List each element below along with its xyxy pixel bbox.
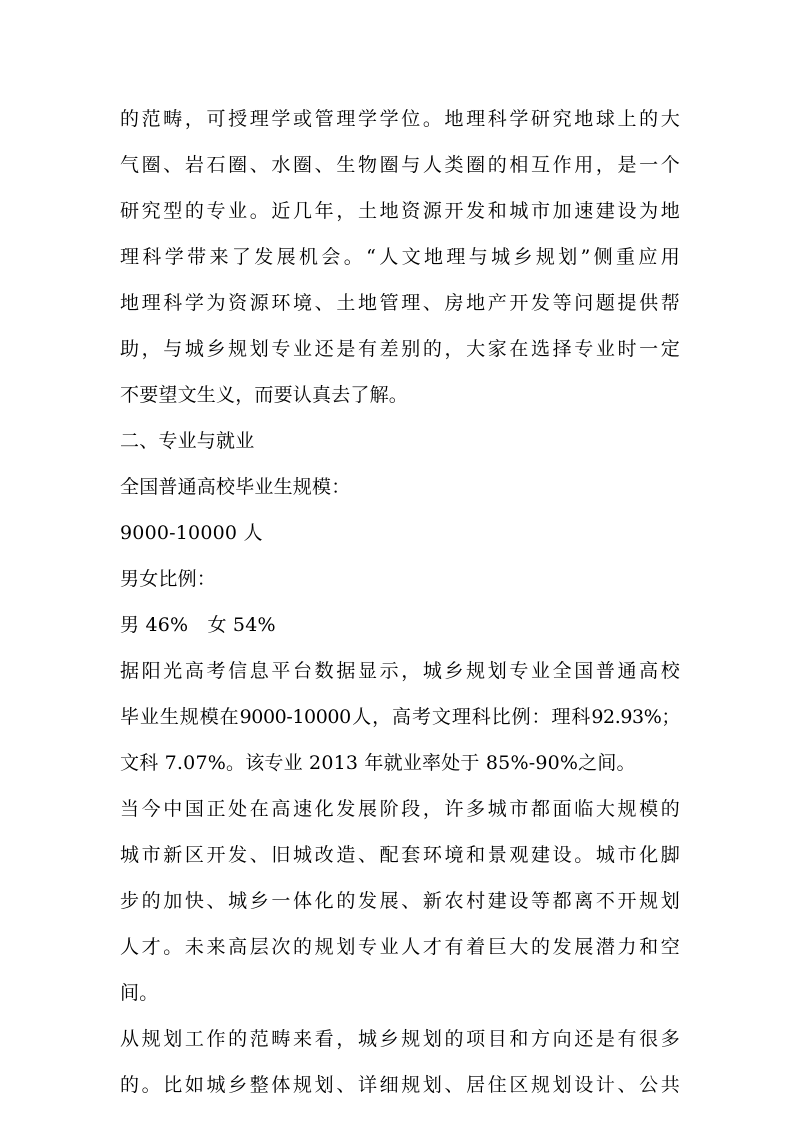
paragraph-line: 人才。未来高层次的规划专业人才有着巨大的发展潜力和空 <box>120 936 680 958</box>
paragraph-line: 间。 <box>120 982 159 1004</box>
section-heading: 二、专业与就业 <box>120 430 255 452</box>
gender-ratio-label: 男女比例： <box>120 568 217 590</box>
paragraph-line: 当今中国正处在高速化发展阶段，许多城市都面临大规模的 <box>120 798 680 820</box>
paragraph-line: 毕业生规模在9000-10000人，高考文理科比例：理科92.93%； <box>120 706 680 728</box>
graduate-scale-value: 9000-10000 人 <box>120 522 263 544</box>
paragraph-line: 不要望文生义，而要认真去了解。 <box>120 384 409 406</box>
paragraph-line: 气圈、岩石圈、水圈、生物圈与人类圈的相互作用，是一个 <box>120 154 680 176</box>
paragraph-line: 从规划工作的范畴来看，城乡规划的项目和方向还是有很多 <box>120 1028 680 1050</box>
graduate-scale-label: 全国普通高校毕业生规模： <box>120 476 351 498</box>
paragraph-line: 的。比如城乡整体规划、详细规划、居住区规划设计、公共 <box>120 1074 680 1096</box>
paragraph-line: 步的加快、城乡一体化的发展、新农村建设等都离不开规划 <box>120 890 680 912</box>
paragraph-line: 据阳光高考信息平台数据显示，城乡规划专业全国普通高校 <box>120 660 680 682</box>
paragraph-line: 助，与城乡规划专业还是有差别的，大家在选择专业时一定 <box>120 338 680 360</box>
paragraph-line: 理科学带来了发展机会。“人文地理与城乡规划”侧重应用 <box>120 246 680 268</box>
paragraph-line: 地理科学为资源环境、土地管理、房地产开发等问题提供帮 <box>120 292 680 314</box>
paragraph-line: 文科 7.07%。该专业 2013 年就业率处于 85%-90%之间。 <box>120 752 636 774</box>
gender-ratio-value: 男 46% 女 54% <box>120 614 276 636</box>
paragraph-line: 研究型的专业。近几年，土地资源开发和城市加速建设为地 <box>120 200 680 222</box>
paragraph-line: 城市新区开发、旧城改造、配套环境和景观建设。城市化脚 <box>120 844 680 866</box>
paragraph-line: 的范畴，可授理学或管理学学位。地理科学研究地球上的大 <box>120 108 680 130</box>
